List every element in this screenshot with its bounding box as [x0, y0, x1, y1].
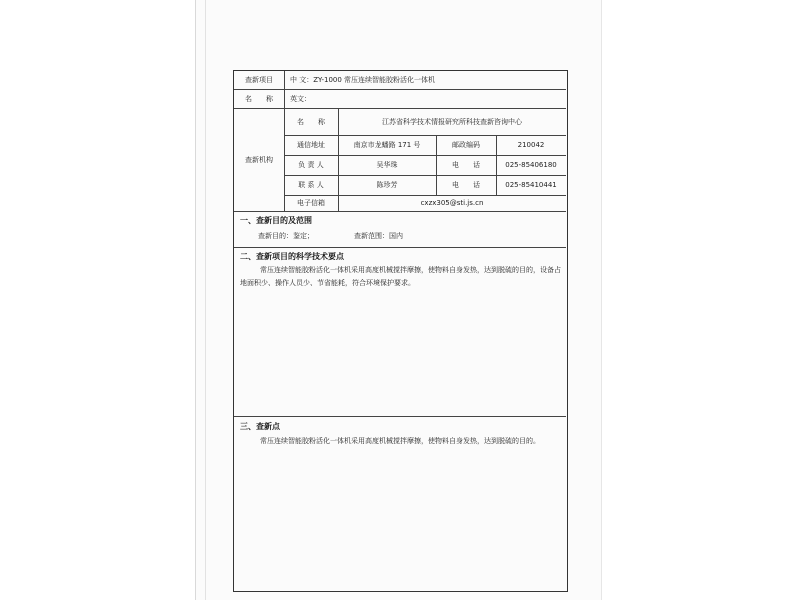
agency-name-label: 名 称 — [297, 117, 325, 126]
leader-value: 吴华珠 — [376, 161, 398, 169]
leader-phone-value: 025-85406180 — [505, 161, 557, 169]
postcode-value: 210042 — [517, 141, 545, 149]
contact-label: 联 系 人 — [298, 181, 324, 189]
section-divider — [234, 211, 566, 212]
scope-text: 查新范围：国内 — [354, 232, 403, 240]
section3-paragraph: 常压连续智能胶粉活化一体机采用高度机械搅拌摩擦，使物料自身发热，达到脱硫的目的。 — [260, 437, 540, 445]
project-name-cn: 中 文：ZY-1000 常压连续智能胶粉活化一体机 — [290, 76, 436, 84]
section2-paragraph: 常压连续智能胶粉活化一体机采用高度机械搅拌摩擦，使物料自身发热，达到脱硫的目的，设备占地面积少、操作人员少、节省能耗，符合环境保护要求。 — [240, 266, 561, 287]
agency-name-value: 江苏省科学技术情报研究所科技查新咨询中心 — [382, 117, 522, 126]
leader-phone-label: 电 话 — [452, 161, 480, 169]
section-divider — [234, 247, 566, 248]
leader-label: 负 责 人 — [298, 161, 324, 169]
section2-title: 二、查新项目的科学技术要点 — [240, 251, 344, 261]
page-fold-line — [205, 0, 206, 600]
agency-label: 查新机构 — [245, 155, 273, 164]
section-divider — [234, 416, 566, 417]
section3-title: 三、查新点 — [240, 421, 280, 431]
email-value: cxzx305@sti.js.cn — [420, 199, 484, 207]
purpose-text: 查新目的：鉴定； — [258, 232, 314, 240]
contact-phone-value: 025-85410441 — [505, 181, 557, 189]
project-label: 查新项目 — [245, 76, 273, 84]
name-label: 名 称 — [245, 94, 273, 103]
address-value: 南京市龙蟠路 171 号 — [353, 141, 421, 149]
project-name-en: 英文： — [290, 94, 311, 103]
postcode-label: 邮政编码 — [452, 141, 480, 149]
address-label: 通信地址 — [297, 141, 325, 149]
contact-value: 陈珍芳 — [376, 181, 398, 189]
contact-phone-label: 电 话 — [452, 181, 480, 189]
section1-title: 一、查新目的及范围 — [240, 215, 312, 225]
novelty-search-form — [233, 70, 568, 592]
email-label: 电子信箱 — [297, 199, 325, 207]
